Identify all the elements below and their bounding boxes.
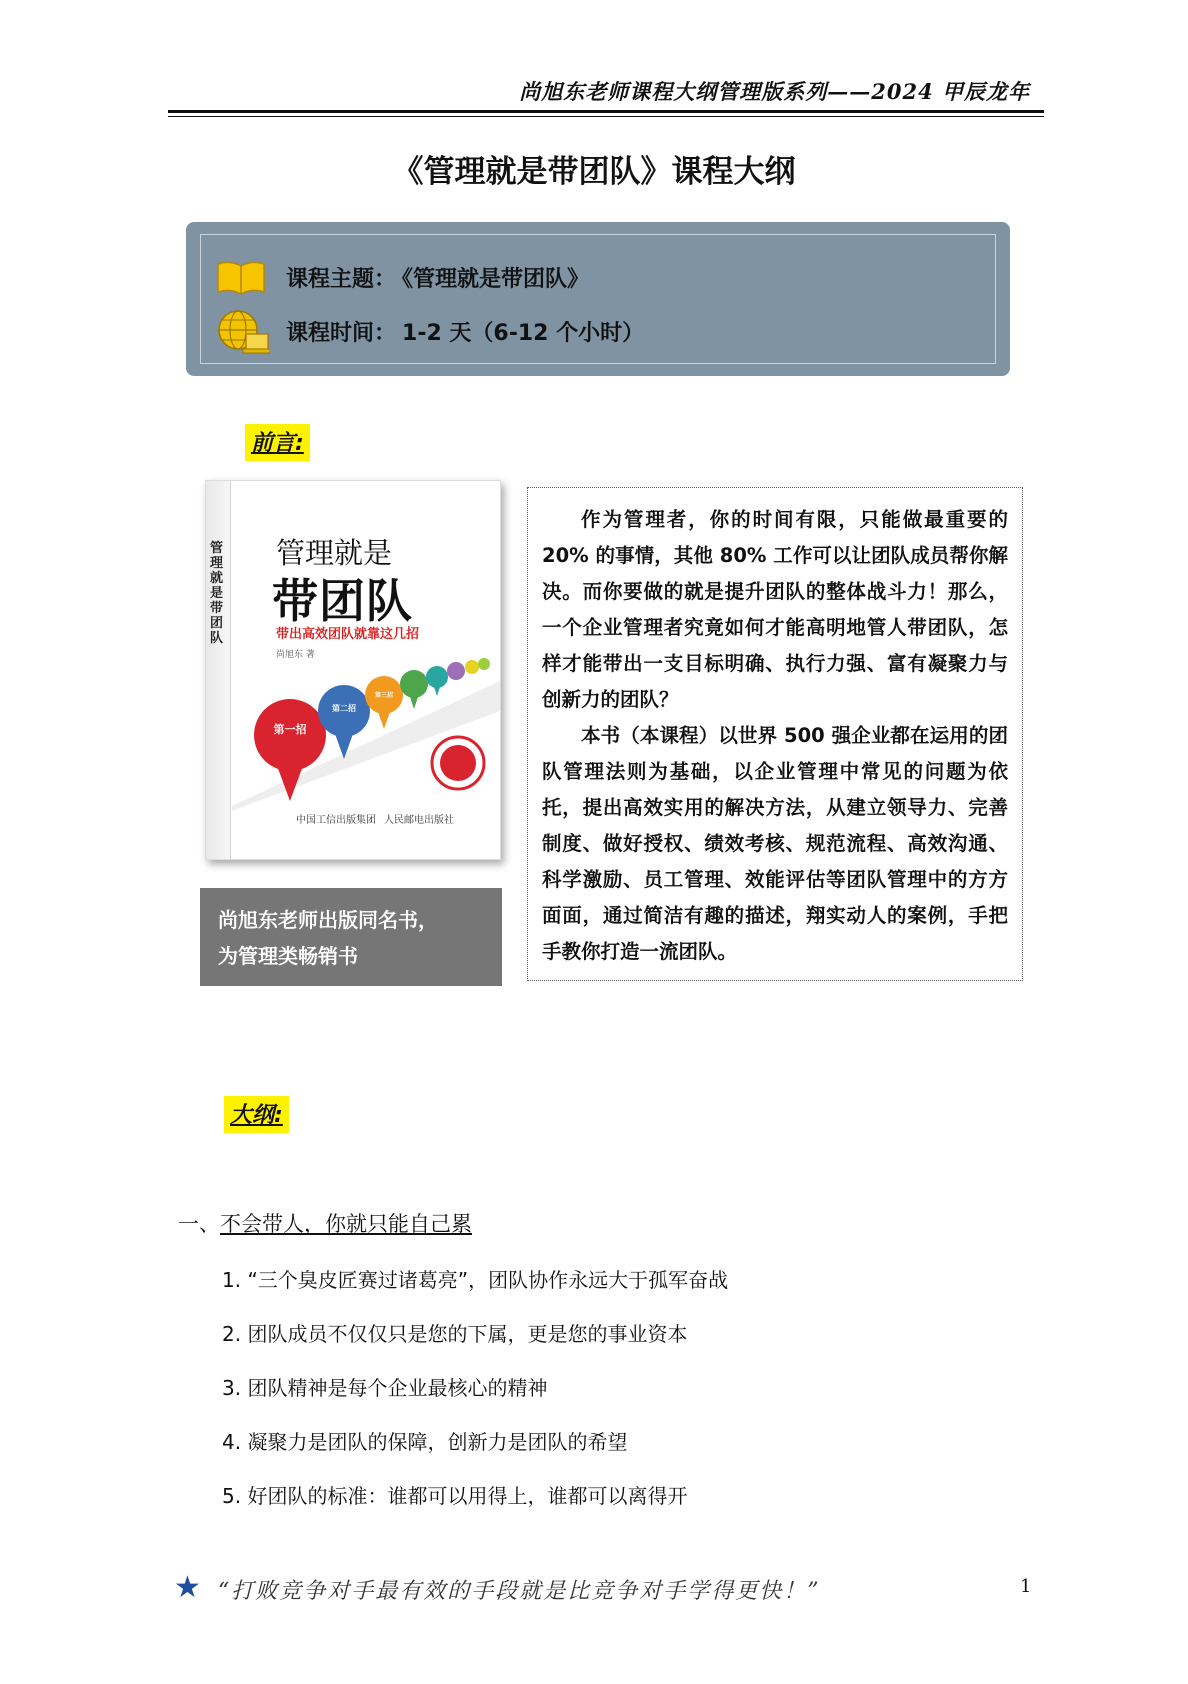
header-rule-thin — [168, 116, 1044, 117]
outline-item-5: 5. 好团队的标准：谁都可以用得上，谁都可以离得开 — [222, 1484, 688, 1508]
document-title: 《管理就是带团队》课程大纲 — [392, 154, 796, 190]
footer-quote: “打败竞争对手最有效的手段就是比竞争对手学得更快！” — [218, 1579, 821, 1604]
bubble-teal — [426, 666, 448, 696]
series-header: 尚旭东老师课程大纲管理版系列——2024 甲辰龙年 — [519, 79, 1030, 104]
course-topic-row — [286, 262, 595, 293]
page-number: 1 — [1020, 1576, 1032, 1597]
bubble-green — [400, 670, 428, 709]
bubble-lime — [478, 658, 490, 670]
outline-label: 大纲: — [224, 1096, 289, 1133]
preface-paragraph-1: 作为管理者，你的时间有限，只能做最重要的 20% 的事情，其他 80% 工作可以让团队成员帮你解决。而你要做的就是提升团队的整体战斗力！那么，一个企业管理者究竟如何才能高明地管人带团队，怎样才能带出一支目标明确、执行力强、富有凝聚力与创新力的团队？ — [542, 508, 1008, 711]
cover-badge — [432, 737, 484, 789]
star-icon: ★ — [174, 1570, 201, 1605]
book-caption-text — [218, 902, 438, 974]
open-book-icon — [216, 258, 266, 296]
preface-text-box — [527, 487, 1023, 981]
book-caption-box — [200, 888, 502, 986]
book-spine — [206, 481, 231, 859]
outline-item-2: 2. 团队成员不仅仅只是您的下属，更是您的事业资本 — [222, 1322, 688, 1346]
outline-item-4: 4. 凝聚力是团队的保障，创新力是团队的希望 — [222, 1430, 628, 1454]
bubble-1-text: 第一招 — [273, 723, 307, 736]
globe-computer-icon — [216, 308, 270, 354]
outline-item-1: 1. “三个臭皮匠赛过诸葛亮”，团队协作永远大于孤军奋战 — [222, 1268, 729, 1292]
book-author: 尚旭东 著 — [276, 650, 315, 660]
book-caption-line2: 为管理类畅销书 — [218, 944, 358, 968]
bubble-orange — [365, 676, 403, 729]
header-rule-thick — [168, 110, 1044, 113]
outline-section-number: 一、 — [178, 1212, 220, 1236]
preface-paragraph-2: 本书（本课程）以世界 500 强企业都在运用的团队管理法则为基础，以企业管理中常见的问题为依托，提出高效实用的解决方法，从建立领导力、完善制度、做好授权、绩效考核、规范流程、高效沟通、科学激励、员工管理、效能评估等团队管理中的方方面面，通过简洁有趣的描述，翔实动人的案例，手把手教你打造一流团队。 — [542, 724, 1008, 963]
outline-item-3: 3. 团队精神是每个企业最核心的精神 — [222, 1376, 548, 1400]
book-title-line1: 管理就是 — [276, 536, 393, 570]
book-cover-illustration — [232, 651, 500, 811]
course-info-box — [186, 222, 1010, 376]
book-publisher-2: 人民邮电出版社 — [384, 815, 454, 826]
book-publisher-1: 中国工信出版集团 — [296, 815, 376, 826]
course-time-label: 课程时间： — [286, 321, 397, 346]
course-time-value: 1-2 天（6-12 个小时） — [402, 321, 645, 346]
bubble-purple — [447, 662, 465, 680]
bubble-red — [254, 699, 326, 801]
bubble-2-text: 第二招 — [332, 704, 356, 713]
outline-section-title: 不会带人，你就只能自己累 — [220, 1212, 472, 1236]
book-title-line2: 带团队 — [272, 574, 413, 628]
outline-section-heading — [178, 1208, 472, 1238]
book-cover-image — [205, 480, 501, 860]
bubble-yellow — [465, 660, 479, 674]
book-subtitle: 带出高效团队就靠这几招 — [276, 627, 420, 642]
book-spine-text: 管理就是带团队 — [210, 541, 224, 646]
course-time-row — [286, 316, 650, 347]
preface-label: 前言: — [245, 424, 310, 461]
course-topic-value: 《管理就是带团队》 — [402, 267, 590, 292]
book-caption-line1: 尚旭东老师出版同名书， — [218, 908, 438, 932]
bubble-3-text: 第三招 — [374, 692, 394, 699]
course-topic-label: 课程主题： — [286, 267, 397, 292]
